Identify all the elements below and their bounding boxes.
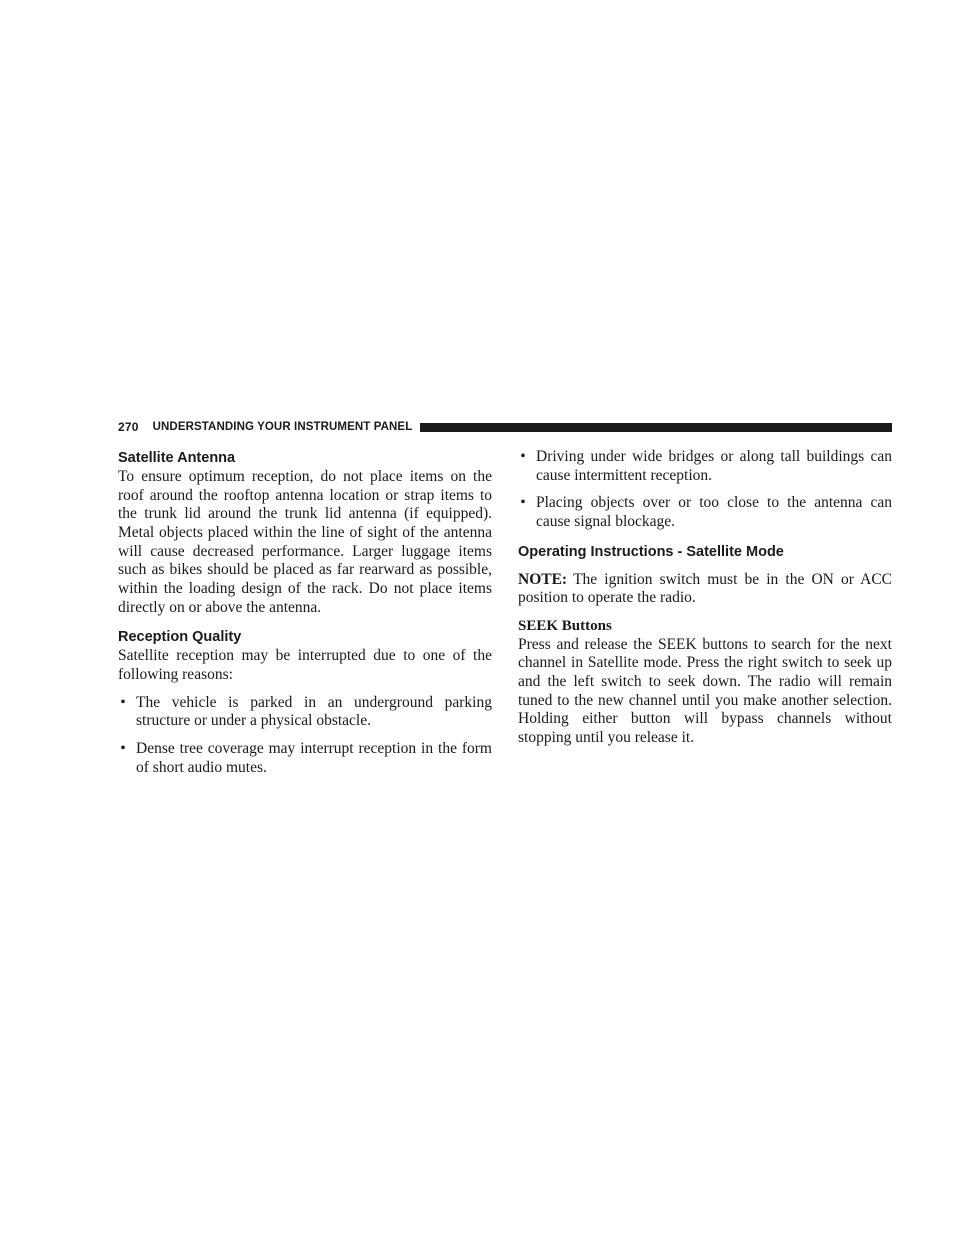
bullet-icon: • (520, 448, 526, 465)
right-column (518, 448, 892, 747)
page-number: 270 (118, 420, 139, 434)
list-item (118, 694, 492, 731)
list-item-text: Placing objects over or too close to the antenna can cause signal blockage. (536, 494, 892, 530)
list-item-text: The vehicle is parked in an underground parking structure or under a physical obstacle. (136, 693, 492, 730)
note-text: The ignition switch must be in the ON or ACC position to operate the radio. (518, 570, 892, 607)
bullet-icon: • (120, 739, 126, 757)
reception-bullet-list-continued (518, 448, 892, 532)
paragraph-reception-intro: Satellite reception may be interrupted due to one of the following reasons: (118, 647, 492, 683)
list-item (518, 494, 892, 531)
section-title: UNDERSTANDING YOUR INSTRUMENT PANEL (152, 421, 413, 433)
left-column (118, 448, 492, 777)
page-header (118, 419, 892, 435)
bullet-icon: • (520, 494, 526, 512)
list-item (518, 448, 892, 485)
heading-reception-quality: Reception Quality (118, 629, 242, 646)
reception-bullet-list (118, 694, 492, 778)
heading-operating-instructions: Operating Instructions - Satellite Mode (518, 543, 784, 560)
list-item (118, 740, 492, 777)
paragraph-satellite-antenna: To ensure optimum reception, do not place items on the roof around the rooftop antenna location or strap items to the trunk lid around the trunk lid antenna (if equipped). Metal objects placed within the line of sight of the antenna will cause decreased performance. Larger luggage items such as bikes should be placed as far rearward as possible, within the loading design of the rack. Do not place items directly on or above the antenna. (118, 468, 492, 616)
heading-satellite-antenna: Satellite Antenna (118, 450, 236, 466)
paragraph-seek-buttons: Press and release the SEEK buttons to search for the next channel in Satellite mode. Press the right switch to seek up and the left switch to seek down. The radio will remain tuned to the new channel until you make another selection. Holding either button will bypass channels without stopping until you release it. (518, 635, 892, 746)
bullet-icon: • (120, 693, 126, 711)
header-rule (420, 423, 892, 432)
note-label: NOTE: (518, 570, 568, 588)
list-item-text: Driving under wide bridges or along tall buildings can cause intermittent reception. (536, 448, 892, 484)
heading-seek-buttons: SEEK Buttons (518, 617, 612, 634)
list-item-text: Dense tree coverage may interrupt reception in the form of short audio mutes. (136, 739, 492, 776)
note-paragraph (518, 571, 892, 608)
